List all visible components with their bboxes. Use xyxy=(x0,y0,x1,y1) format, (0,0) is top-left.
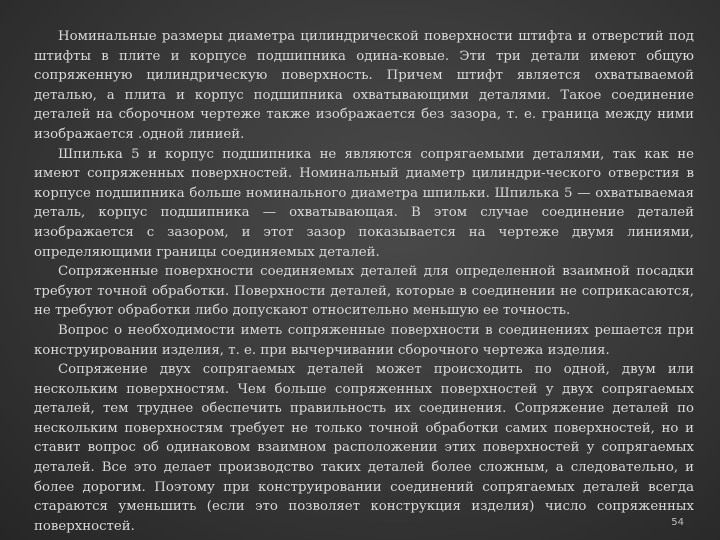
paragraph-5: Сопряжение двух сопрягаемых деталей может происходить по одной, двум или нескольким поверхностям. Чем больше сопряженных поверхностей у двух сопрягаемых деталей, тем труднее обеспечить правильность их соединения. Сопряжение деталей по нескольким поверхностям требует не только точной обработки самих поверхностей, но и ставит вопрос об одинаковом взаимном расположении этих поверхностей у сопрягаемых деталей. Все это делает производство таких деталей более сложным, а следовательно, и более дорогим. Поэтому при конструировании соединений сопрягаемых деталей всегда стараются уменьшить (если это позволяет конструкция изделия) число сопряженных поверхностей. xyxy=(34,362,694,534)
page-number: 54 xyxy=(671,517,684,528)
paragraph-3: Сопряженные поверхности соединяемых деталей для определенной взаимной посадки требуют точной обработки. Поверхности деталей, которые в соединении не соприкасаются, не требуют обработки либо допускают относительно меньшую ее точность. xyxy=(34,264,694,319)
paragraph-1: Номинальные размеры диаметра цилиндрической поверхности штифта и отверстий под штифты в плите и корпусе подшипника одина-ковые. Эти три детали имеют общую сопряженную цилиндрическую поверхность. Причем штифт является охватываемой деталью, а плита и корпус подшипника охватывающими деталями. Такое соединение деталей на сборочном чертеже также изображается без зазора, т. е. граница между ними изображается .одной линией. xyxy=(34,29,694,142)
paragraph-2: Шпилька 5 и корпус подшипника не являются сопрягаемыми деталями, так как не имеют сопряженных поверхностей. Номинальный диаметр цилиндри-ческого отверстия в корпусе подшипника больше номинального диаметра шпильки. Шпилька 5 — охватываемая деталь, корпус подшипника — охватывающая. В этом случае соединение деталей изображается с зазором, и этот зазор показывается на чертеже двумя линиями, определяющими границы соединяемых деталей. xyxy=(34,146,694,260)
paragraph-4: Вопрос о необходимости иметь сопряженные поверхности в соединениях решается при конструировании изделия, т. е. при вычерчивании сборочного чертежа изделия. xyxy=(34,322,694,358)
body-text xyxy=(34,27,694,536)
